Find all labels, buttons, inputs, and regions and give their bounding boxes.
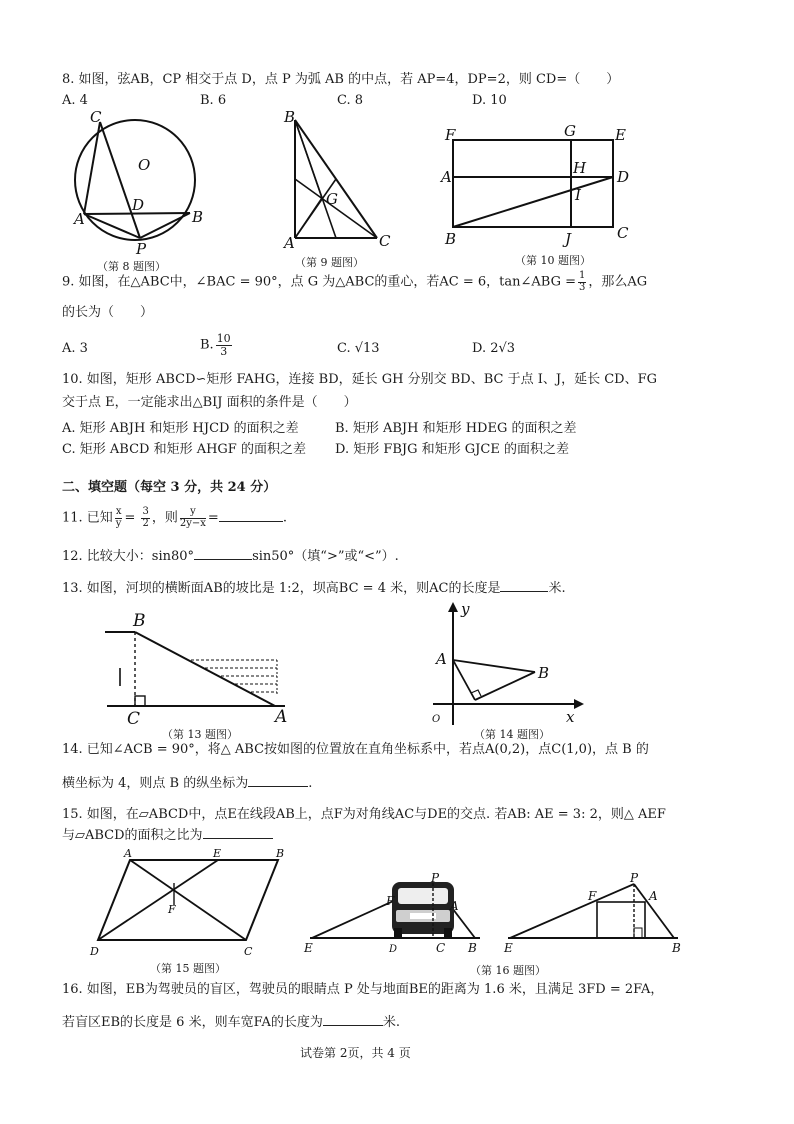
f16b-label-f: F (588, 889, 597, 903)
q9-stem-a: 9. 如图，在△ABC中，∠BAC = 90°，点 G 为△ABC的重心，若AC = 6，tan∠ABG = (62, 274, 577, 290)
f14-label-b: B (538, 664, 550, 682)
q10-line2: 交于点 E，一定能求出△BIJ 面积的条件是（ ） (62, 395, 357, 410)
q12-answer-blank[interactable] (194, 559, 252, 560)
q13-b: 米. (548, 581, 566, 596)
q10-option-d: D. 矩形 FBJG 和矩形 GJCE 的面积之差 (335, 442, 569, 457)
q9-option-b-den: 3 (220, 344, 228, 358)
q8-option-d: D. 10 (472, 93, 507, 108)
q9-frac-den: 3 (579, 281, 586, 293)
q14-line2 (62, 776, 312, 792)
f16a-label-b: B (468, 941, 477, 955)
q16-line2a: 若盲区EB的长度是 6 米，则车宽FA的长度为 (62, 1015, 323, 1030)
q11-frac1 (115, 507, 123, 529)
q10-option-a: A. 矩形 ABJH 和矩形 HJCD 的面积之差 (62, 421, 299, 436)
f16a-label-e: E (304, 941, 313, 955)
q16-line2b: 米. (382, 1015, 400, 1030)
f16a-label-f: F (386, 894, 395, 908)
q9-stem-b: ，那么AG (588, 274, 648, 290)
q11-f1-den: y (115, 517, 122, 529)
q12-b: sin50°（填“>”或“<”）. (252, 549, 399, 564)
q14-line2a: 横坐标为 4，则点 B 的纵坐标为 (62, 776, 249, 791)
f15-label-e: E (213, 847, 222, 860)
f15-label-a: A (124, 847, 132, 860)
q12-a: 12. 比较大小：sin80° (62, 549, 195, 564)
f8-label-b: B (192, 208, 204, 226)
f10-label-b: B (445, 230, 457, 248)
f16b-label-b: B (672, 941, 681, 955)
q8-option-a: A. 4 (62, 93, 88, 108)
f14-label-y: y (461, 600, 470, 618)
q10-option-c: C. 矩形 ABCD 和矩形 AHGF 的面积之差 (62, 442, 306, 457)
f10-label-d: D (617, 168, 630, 186)
f15-label-c: C (244, 945, 253, 958)
q8-option-c: C. 8 (337, 93, 364, 108)
q14-line1: 14. 已知∠ACB = 90°，将△ ABC按如图的位置放在直角坐标系中，若点A(0,2)，点C(1,0)，点 B 的 (62, 742, 649, 757)
q11-eq: = (207, 510, 219, 526)
figure-14-caption: （第 14 题图） (474, 728, 550, 741)
q16-line1: 16. 如图，EB为驾驶员的盲区，驾驶员的眼睛点 P 处与地面BE的距离为 1.6 米，且满足 3FD = 2FA， (62, 982, 664, 997)
f9-label-b: B (284, 108, 296, 126)
q11-prefix: 11. 已知 (62, 510, 113, 526)
q15-line2-text: 与▱ABCD的面积之比为 (62, 828, 203, 843)
figure-15-parallelogram (88, 845, 298, 960)
f10-label-h: H (573, 159, 587, 177)
f14-label-a: A (436, 650, 447, 668)
q11-frac3 (180, 507, 206, 529)
q8-stem: 8. 如图，弦AB，CP 相交于点 D，点 P 为弧 AB 的中点，若 AP=4，DP=2，则 CD=（ ） (62, 72, 620, 87)
q14-line2b: . (308, 776, 313, 791)
f13-label-a: A (275, 707, 288, 727)
f10-label-g: G (564, 122, 576, 140)
figure-13-caption: （第 13 题图） (162, 728, 238, 741)
f14-label-o: O (432, 714, 441, 725)
figure-8-circle (62, 110, 212, 260)
f8-label-a: A (74, 210, 85, 228)
figure-9-caption: （第 9 题图） (295, 256, 364, 269)
q16-answer-blank[interactable] (323, 1025, 383, 1026)
q9-option-a: A. 3 (62, 341, 88, 356)
car-image (392, 882, 454, 938)
q11 (62, 507, 287, 529)
q15-line2 (62, 828, 273, 844)
f9-label-c: C (379, 232, 391, 250)
q16-line2 (62, 1015, 400, 1031)
q13-answer-blank[interactable] (500, 591, 548, 592)
f16a-label-d: D (389, 944, 398, 955)
f8-label-o: O (138, 156, 151, 174)
q11-f3-num: y (180, 507, 206, 519)
q11-end: . (282, 510, 287, 526)
section-heading: 二、填空题（每空 3 分，共 24 分） (62, 480, 277, 495)
page-footer: 试卷第 2页，共 4 页 (300, 1046, 411, 1060)
q11-f2-den: 2 (142, 517, 149, 529)
q9-fraction (578, 271, 586, 293)
q10-line1: 10. 如图，矩形 ABCD∽矩形 FAHG，连接 BD，延长 GH 分别交 BD、BC 于点 I、J，延长 CD、FG (62, 372, 657, 387)
q11-then: ，则 (151, 510, 178, 526)
f10-label-f: F (445, 126, 456, 144)
f8-label-c: C (90, 108, 102, 126)
q12 (62, 549, 399, 565)
q13-a: 13. 如图，河坝的横断面AB的坡比是 1:2，坝高BC = 4 米，则AC的长度是 (62, 581, 501, 596)
f13-label-b: B (133, 611, 146, 631)
f10-label-a: A (441, 168, 452, 186)
figure-10-caption: （第 10 题图） (515, 254, 591, 267)
q9-frac-num: 1 (579, 270, 586, 281)
figure-9-triangle (282, 108, 402, 253)
f16b-label-p: P (630, 871, 639, 885)
q11-f1-num: x (115, 506, 122, 517)
q8-option-b: B. 6 (200, 93, 227, 108)
f15-label-b: B (276, 847, 285, 860)
figure-16-schematic (500, 870, 690, 960)
f14-label-x: x (566, 708, 575, 726)
f13-label-c: C (127, 709, 141, 729)
f9-label-a: A (284, 234, 295, 252)
f8-label-p: P (136, 240, 147, 258)
f10-label-c: C (617, 224, 629, 242)
f15-label-f: F (168, 903, 176, 916)
f10-label-i: I (575, 186, 581, 204)
q9-option-b-num: 10 (216, 332, 231, 345)
figure-16-car (300, 870, 490, 960)
f15-label-d: D (90, 945, 99, 958)
f16a-label-p: P (431, 871, 440, 885)
q11-answer-blank[interactable] (219, 521, 283, 522)
q13 (62, 581, 566, 597)
f16a-label-c: C (436, 941, 446, 955)
f10-label-j: J (565, 230, 572, 248)
q9-option-c: C. √13 (337, 341, 380, 356)
q11-f2-num: 3 (142, 506, 149, 517)
q9-line2: 的长为（ ） (62, 305, 154, 320)
q11-mid: = (124, 510, 140, 526)
q9-option-d: D. 2√3 (472, 341, 516, 356)
f8-label-d: D (132, 196, 145, 214)
q9-option-b-label: B. (200, 337, 214, 353)
figure-10-rectangles (437, 120, 647, 250)
figure-14-coordinates (428, 600, 588, 730)
figure-8-caption: （第 8 题图） (97, 260, 166, 273)
q9-option-b-fraction (216, 333, 232, 357)
f9-label-g: G (326, 190, 338, 208)
q10-option-b: B. 矩形 ABJH 和矩形 HDEG 的面积之差 (335, 421, 577, 436)
figure-15-caption: （第 15 题图） (150, 962, 226, 975)
figure-16-caption: （第 16 题图） (470, 964, 546, 977)
q9-stem (62, 271, 647, 293)
figure-13-dam (105, 610, 305, 729)
q11-frac2 (141, 507, 149, 529)
q14-answer-blank[interactable] (248, 786, 308, 787)
q15-line1: 15. 如图，在▱ABCD中，点E在线段AB上，点F为对角线AC与DE的交点. 若AB: AE = 3: 2，则△ AEF (62, 807, 666, 822)
f16a-label-a: A (450, 899, 459, 913)
q9-option-b (200, 333, 234, 357)
f16b-label-e: E (504, 941, 513, 955)
f16b-label-a: A (649, 889, 658, 903)
q15-answer-blank[interactable] (203, 838, 273, 839)
q11-f3-den: 2y−x (179, 517, 206, 529)
f10-label-e: E (615, 126, 626, 144)
